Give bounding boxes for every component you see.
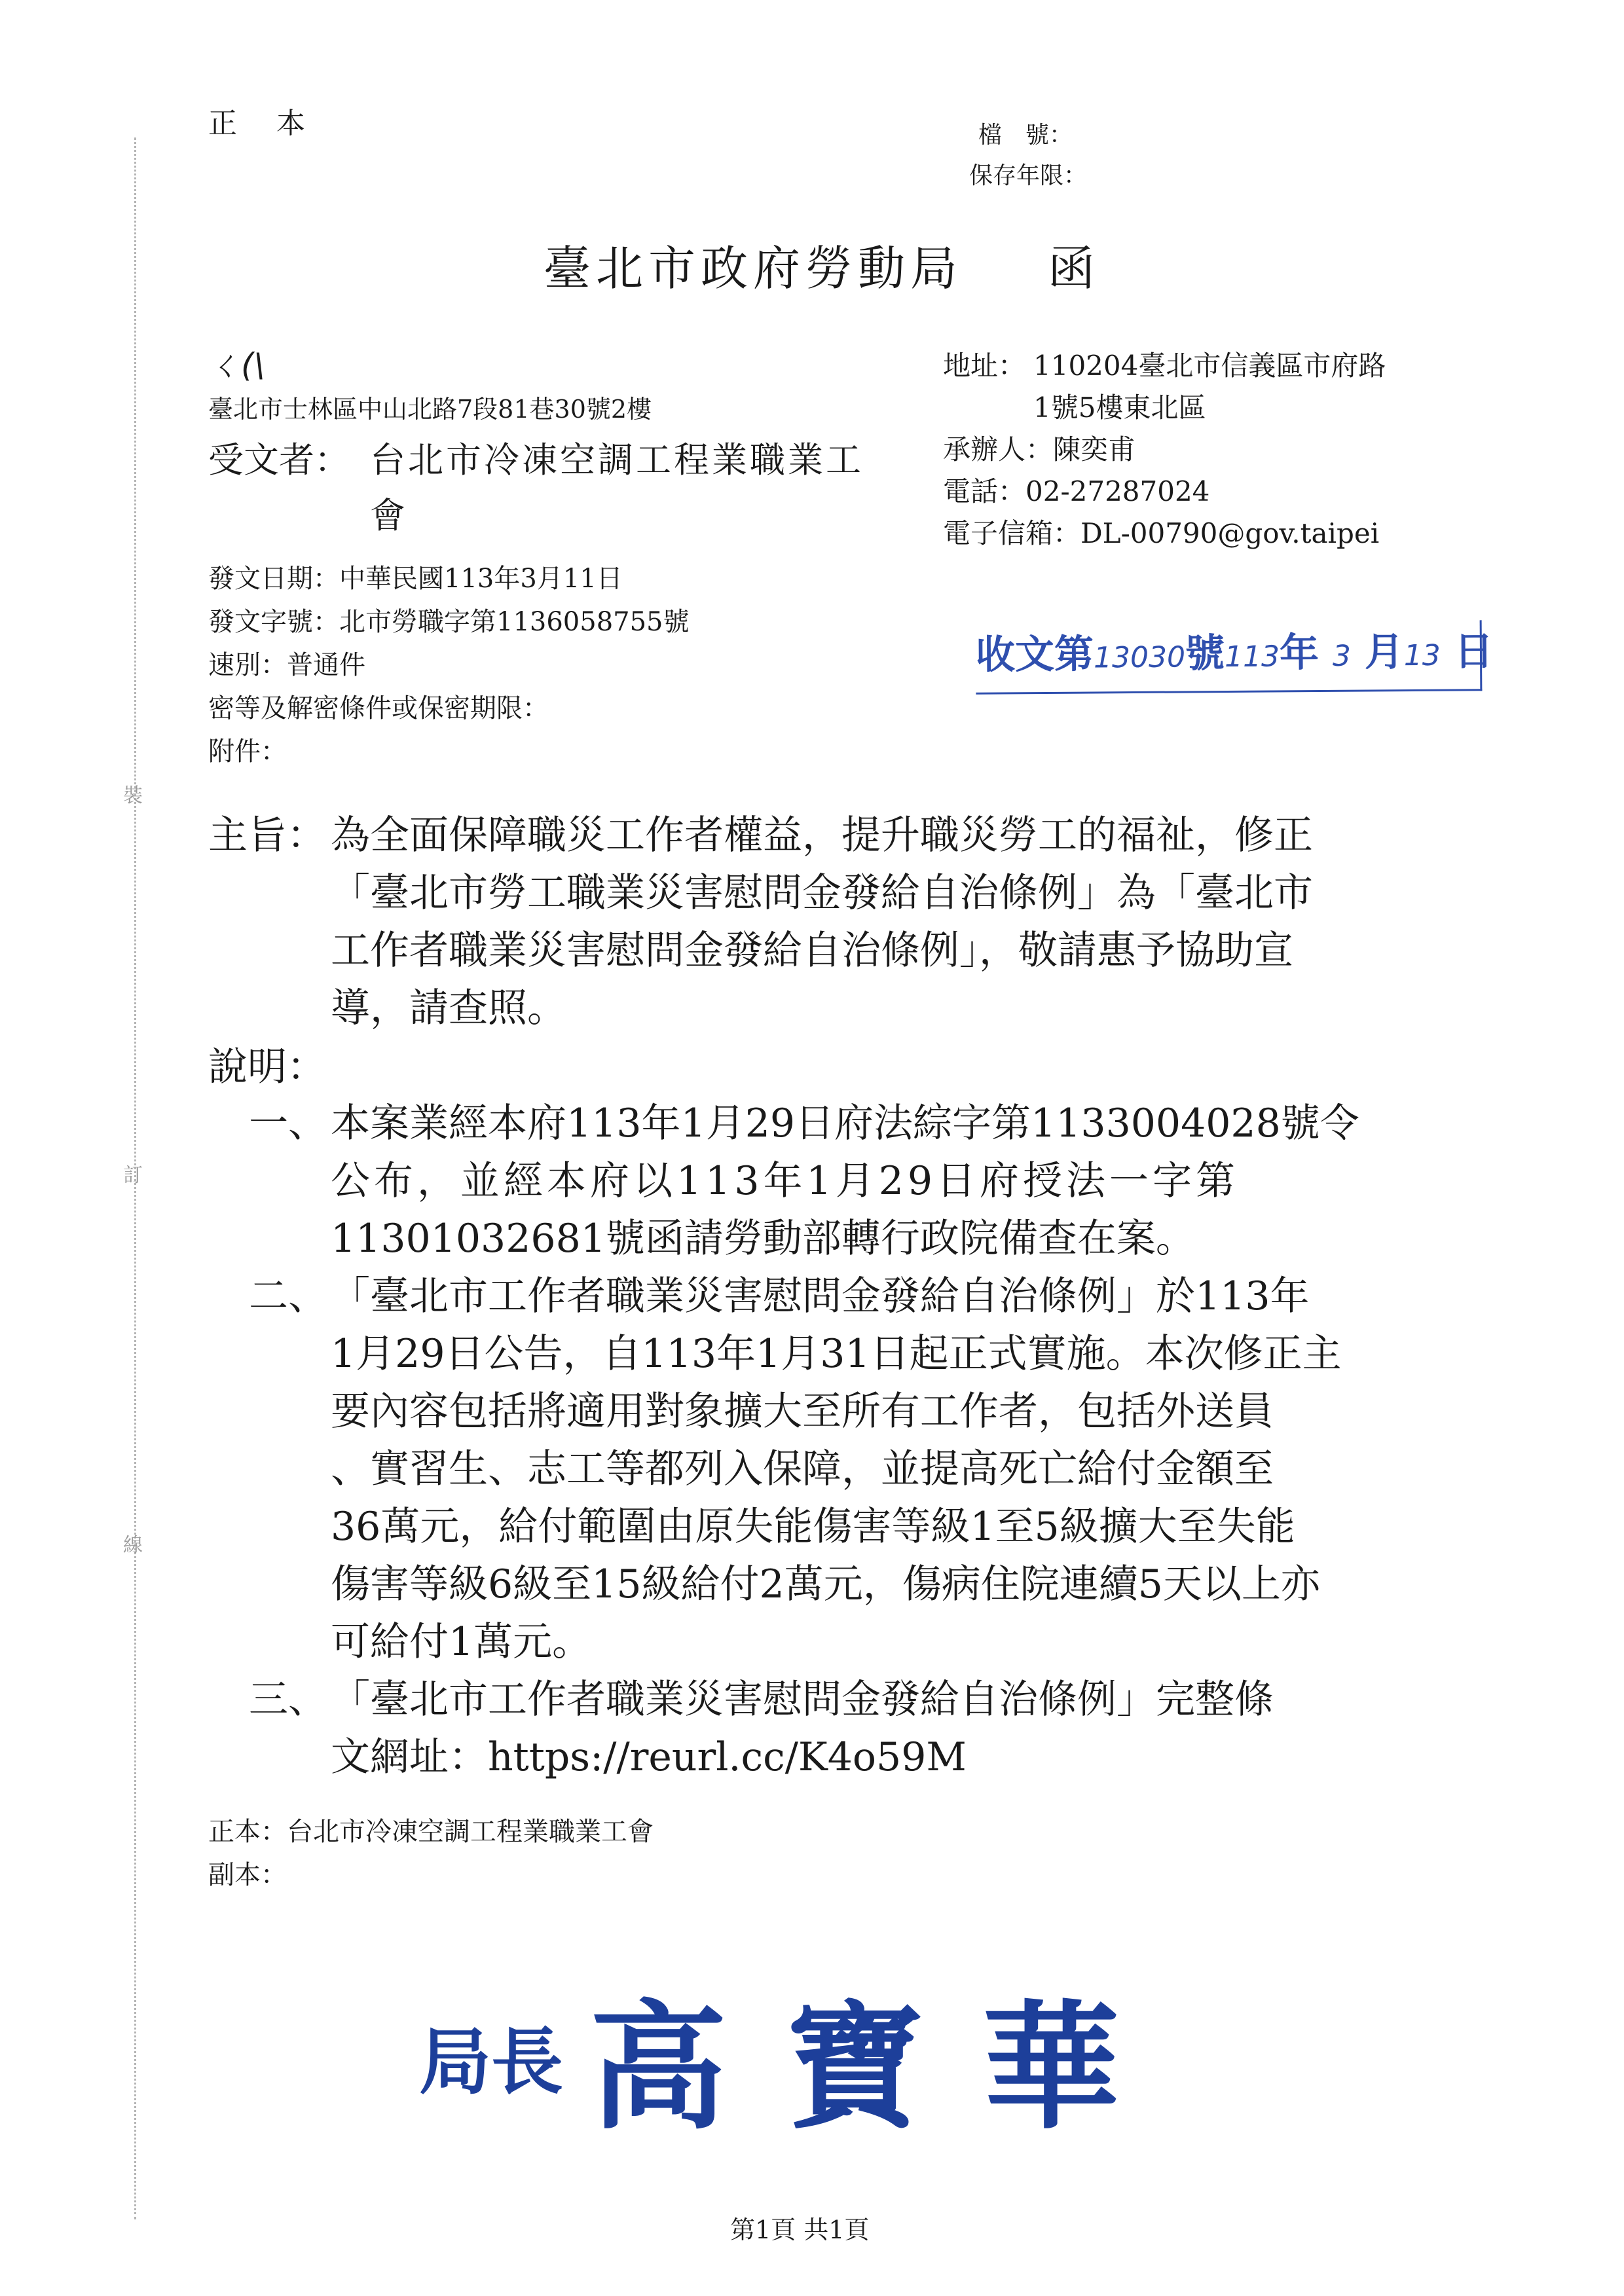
signature-name: 高寶華	[589, 1986, 1179, 2148]
explanation-label: 說明：	[208, 1044, 326, 1090]
sender-address-label: 地址：	[943, 350, 1026, 382]
subject-line: 「臺北市勞工職業災害慰問金發給自治條例」為「臺北市	[331, 870, 1313, 916]
file-no-label: 檔 號：	[978, 122, 1073, 149]
explanation-line: 可給付1萬元。	[331, 1619, 592, 1665]
stamp-year: 113	[1224, 640, 1280, 674]
sender-address-cont: 1號5樓東北區	[1033, 392, 1206, 424]
received-stamp	[975, 620, 1494, 694]
subject-line: 為全面保障職災工作者權益，提升職災勞工的福祉，修正	[331, 812, 1313, 858]
sender-address: 110204臺北市信義區市府路	[1033, 350, 1386, 382]
binding-mark: 訂	[123, 1164, 143, 1187]
explanation-line: 要內容包括將適用對象擴大至所有工作者，包括外送員	[331, 1389, 1274, 1434]
recipient-name: 台北市冷凍空調工程業職業工	[370, 439, 864, 481]
duplicate-copy-recipient: 副本：	[208, 1860, 287, 1890]
attachment-field: 附件：	[208, 737, 287, 767]
explanation-line: 傷害等級6級至15級給付2萬元，傷病住院連續5天以上亦	[331, 1561, 1320, 1607]
recipient-address: 臺北市士林區中山北路7段81巷30號2樓	[208, 395, 652, 424]
copy-type: 正本	[208, 107, 344, 140]
retention-label: 保存年限：	[969, 162, 1088, 189]
secrecy-level: 密等及解密條件或保密期限：	[208, 693, 549, 723]
stamp-yue: 月	[1364, 629, 1404, 676]
explanation-line: 、實習生、志工等都列入保障，並提高死亡給付金額至	[331, 1446, 1274, 1492]
recipient-label: 受文者：	[208, 439, 350, 481]
handwritten-note: ㄑ(\	[208, 346, 265, 384]
explanation-line: 文網址：https://reurl.cc/K4o59M	[331, 1734, 967, 1780]
subject-line: 工作者職業災害慰問金發給自治條例」，敬請惠予協助宣	[331, 928, 1293, 974]
sender-email: 電子信箱：DL-00790@gov.taipei	[943, 517, 1380, 549]
sender-handler: 承辦人：陳奕甫	[943, 433, 1136, 465]
explanation-line: 公布，並經本府以113年1月29日府授法一字第	[331, 1158, 1240, 1204]
explanation-item-marker: 二、	[249, 1273, 327, 1319]
stamp-ri: 日	[1454, 629, 1494, 675]
subject-label: 主旨：	[208, 812, 326, 858]
subject-line: 導，請查照。	[331, 985, 566, 1031]
explanation-line: 本案業經本府113年1月29日府法綜字第1133004028號令	[331, 1101, 1359, 1146]
sender-phone: 電話：02-27287024	[943, 475, 1210, 507]
explanation-line: 1月29日公告，自113年1月31日起正式實施。本次修正主	[331, 1331, 1342, 1377]
page-title: 臺北市政府勞動局	[544, 241, 963, 296]
stamp-day: 13	[1403, 638, 1441, 673]
title-suffix: 函	[1048, 241, 1096, 296]
page-number: 第1頁 共1頁	[730, 2215, 870, 2244]
issue-date: 發文日期：中華民國113年3月11日	[208, 564, 623, 594]
explanation-item-marker: 三、	[249, 1677, 327, 1722]
binding-mark: 裝	[123, 784, 143, 807]
explanation-line: 「臺北市工作者職業災害慰問金發給自治條例」完整條	[331, 1677, 1274, 1722]
stamp-prefix: 收文第	[975, 631, 1094, 678]
explanation-item-marker: 一、	[249, 1101, 327, 1146]
stamp-nian: 年	[1279, 630, 1320, 676]
signature-title: 局長	[419, 2020, 563, 2104]
binding-mark: 線	[123, 1534, 143, 1557]
explanation-line: 「臺北市工作者職業災害慰問金發給自治條例」於113年	[331, 1273, 1310, 1319]
stamp-month: 3	[1332, 639, 1352, 673]
stamp-hao: 號	[1185, 630, 1225, 677]
explanation-line: 11301032681號函請勞動部轉行政院備查在案。	[331, 1216, 1195, 1262]
original-copy-recipient: 正本：台北市冷凍空調工程業職業工會	[208, 1817, 654, 1847]
explanation-line: 36萬元，給付範圍由原失能傷害等級1至5級擴大至失能	[331, 1504, 1295, 1550]
document-number: 發文字號：北市勞職字第1136058755號	[208, 607, 690, 637]
director-signature	[419, 1958, 1179, 2155]
delivery-speed: 速別：普通件	[208, 650, 365, 680]
recipient-name-cont: 會	[370, 495, 405, 536]
stamp-number: 13030	[1093, 640, 1186, 675]
